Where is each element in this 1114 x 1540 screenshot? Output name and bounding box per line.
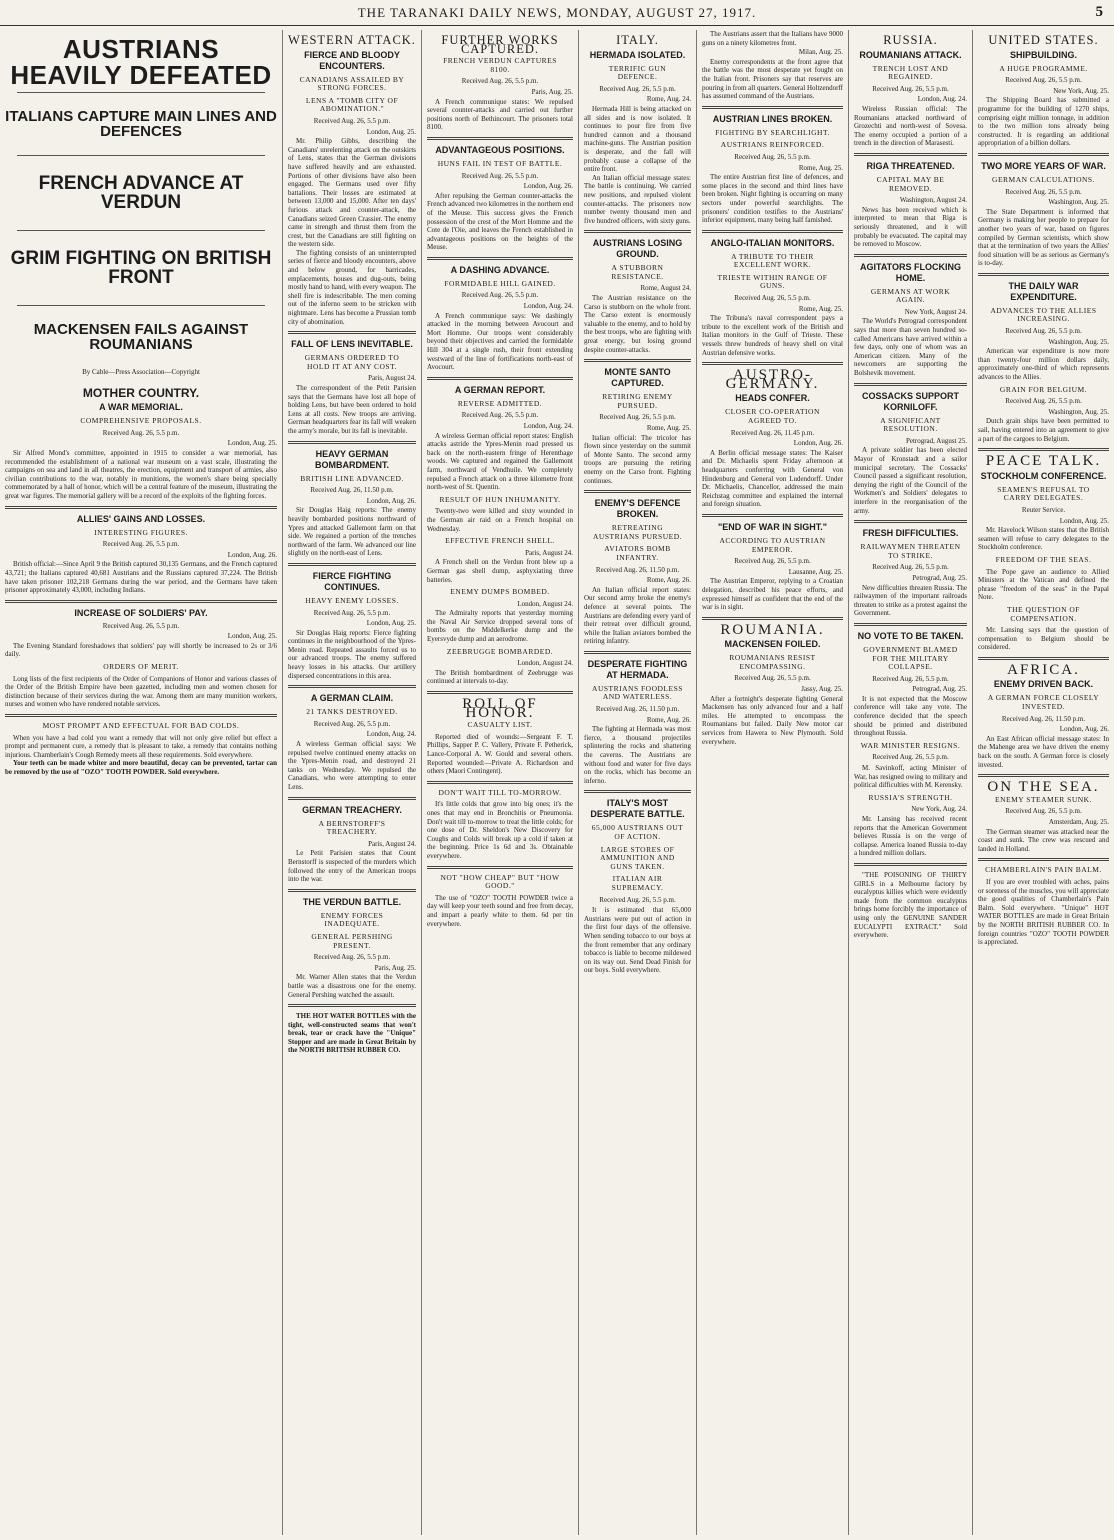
dateline: Washington, Aug. 25. [1048, 337, 1109, 346]
section-heading: RIGA THREATENED. [866, 160, 955, 171]
dateline: Paris, Aug. 25. [374, 963, 416, 972]
advert-heading: DON'T WAIT TILL TO-MORROW. [438, 787, 562, 797]
section-heading: FURTHER WORKS CAPTURED. [441, 33, 559, 56]
sub-heading: AUSTRIANS FOODLESS AND WATERLESS. [592, 683, 683, 702]
received-line: Received Aug. 26, 5.5 p.m. [1005, 327, 1082, 336]
dateline: Washington, Aug. 25. [1048, 198, 1109, 207]
dateline: Petrograd, August 25. [905, 436, 967, 445]
advert-body: Your teeth can be made whiter and more beautiful, decay can be prevented, tartar can be removed by the use of "OZO" TOOTH POWDER. Sold everywhere. [5, 759, 277, 776]
dateline: Rome, Aug. 25. [798, 163, 843, 172]
article-body: Enemy correspondents at the front agree that the battle was the most desperate yet fought on the Italian front. Prisoners say that reserves are pouring in from all quarters. General Holtzendorff has assumed command of the Austrians. [702, 57, 843, 101]
dateline: Rome, August 24. [640, 284, 691, 293]
sub-heading: RAILWAYMEN THREATEN TO STRIKE. [860, 542, 961, 560]
section-heading: RUSSIA. [883, 33, 938, 47]
section-heading: FALL OF LENS INEVITABLE. [291, 339, 413, 350]
dateline: London, August 24. [517, 659, 573, 668]
sub-heading: CANADIANS ASSAILED BY STRONG FORCES. [299, 74, 405, 93]
received-line: Received Aug. 26, 5.5 p.m. [461, 411, 539, 420]
sub-heading: FORMIDABLE HILL GAINED. [444, 278, 556, 288]
sub-heading: HUNS FAIL IN TEST OF BATTLE. [437, 158, 563, 168]
section-heading: ANGLO-ITALIAN MONITORS. [710, 237, 835, 248]
section-heading: ROLL OF HONOR. [462, 696, 538, 721]
article-body: Sir Alfred Mond's committee, appointed in 1915 to consider a war memorial, has recommended the establishment of a national war museum on a vast scale, illustrating the campaigns on sea and land in all theatres, the erection, equipment and transport of armies, also civilian contributions to the war, notably in munitions, the women's share being specially commemorated by a hall of honor, which will be a central feature of the museum, illustrating the great war figures. The memorial gallery will be a record of the exploits of the fighting forces. [5, 448, 277, 500]
byline: By Cable—Press Association—Copyright [82, 368, 200, 376]
received-line: Received Aug. 26, 5.5 p.m. [1005, 187, 1082, 196]
article-body: A French communique says: We dashingly attacked in the morning between Avocourt and Mort Homme. Our troops went considerably beyond their objectives and carried the formidable Hill 304 at a single rush, their front extending westward of the line of fortifications north-east of Avocourt. [427, 311, 573, 372]
article-body: A wireless German official says: We repulsed twelve continued enemy attacks on the Ypres-Menin road, and destroyed 21 tanks on Wednesday. We repulsed the Canadians, who were attempting to enter Lens. [288, 740, 416, 791]
article-body: The State Department is informed that Germany is making her people to prepare for another two years of war, based on figures compiled by German scientists, which show that at the termination of two years the Allies' food situation will be as serious as Germany's is to-day. [978, 207, 1109, 268]
dateline: London, Aug. 25. [366, 127, 416, 136]
sub-heading: HERMADA ISOLATED. [589, 49, 686, 60]
advert-body: If you are ever troubled with aches, pains or soreness of the muscles, you will appreciate the good qualities of Chamberlain's Pain Balm. Sold everywhere. "Unique" HOT WATER BOTTLES are made in Great Britain by the NORTH BRITISH RUBBER CO. In foreign countries "OZO" TOOTH POWDER is appreciated. [978, 877, 1109, 947]
section-heading: ROUMANIA. [720, 621, 825, 638]
dateline: Amsterdam, Aug. 25. [1048, 818, 1109, 826]
sub-heading: RETIRING ENEMY PURSUED. [602, 392, 673, 410]
dateline: Rome, Aug. 25. [646, 424, 691, 432]
section-heading: AUSTRIANS LOSING GROUND. [592, 238, 683, 260]
dateline: New York, August 24. [904, 307, 967, 316]
article-body: A wireless German official report states: English attacks astride the Ypres-Menin road pressed us back on the north-eastern fringe of Herenthage woods. We captured and regained the Gallemont farm, northward of Vendhuile. We completely repulsed a French attack on a three kilometre front north-west of St. Quentin. [427, 431, 573, 492]
dateline: New York, Aug. 25. [1053, 86, 1109, 95]
sub-heading: FIGHTING BY SEARCHLIGHT. [715, 127, 830, 137]
column-4 [579, 30, 697, 1535]
article-body: The Evening Standard foreshadows that soldiers' pay will shortly be increased to 2s or 3/6 daily. [5, 641, 277, 659]
sub-heading: HEADS CONFER. [735, 393, 810, 404]
article-body: Twenty-two were killed and sixty wounded in the German air raid on a French hospital on Wednesday. [427, 507, 573, 533]
dateline: London, Aug. 24. [523, 302, 573, 311]
sub-heading: AVIATORS BOMB INFANTRY. [604, 544, 671, 562]
sub-heading: STOCKHOLM CONFERENCE. [980, 470, 1107, 481]
dateline: London, Aug. 26. [523, 182, 573, 191]
article-body: News has been received which is interpreted to mean that Riga is seriously threatened, and it will probably be evacuated. The capital may be removed to Moscow. [854, 205, 967, 249]
sub-heading: A WAR MEMORIAL. [99, 402, 183, 413]
article-body: Dutch grain ships have been permitted to sail, having entered into an agreement to give a part of the cargoes to Belgium. [978, 417, 1109, 443]
received-line: Received Aug. 26, 5.5 p.m. [102, 540, 180, 549]
received-line: Received Aug. 26, 5.5 p.m. [872, 84, 949, 93]
section-heading: NO VOTE TO BE TAKEN. [857, 630, 964, 641]
sub-heading: GRAIN FOR BELGIUM. [999, 384, 1088, 394]
dateline: Paris, August 24. [368, 839, 416, 848]
received-line: Received Aug. 26, 11.50 p.m. [595, 565, 680, 574]
headline-british-front: GRIM FIGHTING ON BRITISH FRONT [10, 248, 272, 288]
sub-heading: A BERNSTORFF'S TREACHERY. [318, 818, 386, 837]
article-body: Wireless Russian official: The Roumanians attacked northward of Grozechti and north-west of Sovesa. The enemy occupied a portion of a trench in the direction of Marasesti. [854, 104, 967, 148]
article-body: A French shell on the Verdun front blew up a German gas shell dump, asphyxiating three batteries. [427, 558, 573, 584]
dateline: London, Aug. 25. [227, 439, 277, 448]
sub-heading: A TRIBUTE TO THEIR EXCELLENT WORK. [731, 251, 814, 270]
sub-heading: FIERCE AND BLOODY ENCOUNTERS. [304, 49, 400, 71]
article-body: The Austrian resistance on the Carso is stubborn on the whole front. The Carso extent is enormously valuable to the enemy, and to hold by the best troops, who are fighting with great energy, but losing ground despite counter-attacks. [584, 294, 691, 354]
sub-heading: GENERAL PERSHING PRESENT. [311, 931, 393, 950]
section-heading: WESTERN ATTACK. [288, 33, 416, 47]
article-body: Mr. Lansing says that the question of compensation to Belgium should be considered. [978, 626, 1109, 652]
received-line: Received Aug. 26, 5.5 p.m. [313, 608, 391, 617]
advert-heading: CHAMBERLAIN'S PAIN BALM. [985, 865, 1102, 875]
article-body: Mr. Lansing has received recent reports that the American Government believes Russia is on the verge of collapse. America loaned Russia to-day a hundred million dollars. [854, 815, 967, 858]
advert-heading: MOST PROMPT AND EFFECTUAL FOR BAD COLDS. [42, 721, 240, 731]
article-body: An Italian official report states: Our second army broke the enemy's defence at several points. The Austrians are defending every yard of their retreat over difficult ground, while the Italian aviators bombed the retiring infantry. [584, 585, 691, 646]
section-heading: ENEMY'S DEFENCE BROKEN. [594, 498, 681, 520]
advert-body: "THE POISONING OF THIRTY GIRLS in a Melbourne factory by eucalyptus killies which were evidently made from the common eucalyptus brings home forcibly the importance of using only the GENUINE SANDER EUCALYPTI EXTRACT." Sold everywhere. [854, 870, 967, 940]
sub-heading: RUSSIA'S STRENGTH. [868, 792, 953, 802]
section-heading: A GERMAN CLAIM. [310, 693, 394, 704]
sub-heading: A HUGE PROGRAMME. [999, 63, 1088, 73]
dateline: Petrograd, Aug. 25. [912, 685, 967, 694]
advert-body: When you have a bad cold you want a remedy that will not only give relief but effect a prompt and permanent cure, a remedy that is pleasant to take, a remedy that contains nothing injurious. Chamberlain's Cough Remedy meets all these requirements. Sold everywhere. [5, 733, 277, 759]
article-body: The World's Petrograd correspondent says that more than seven hundred so-called Americans have arrived within a few days, only one of whom was an American citizen. Many of the newcomers are supporting the Bolshevik movement. [854, 317, 967, 378]
section-heading: A DASHING ADVANCE. [450, 264, 550, 275]
sub-heading: HEAVY ENEMY LOSSES. [305, 595, 399, 605]
section-heading: ALLIES' GAINS AND LOSSES. [76, 513, 206, 524]
sub-heading: CASUALTY LIST. [467, 720, 533, 730]
advert-heading: NOT "HOW CHEAP" BUT "HOW GOOD." [440, 872, 560, 891]
section-heading: AGITATORS FLOCKING HOME. [860, 261, 961, 283]
section-heading: FRESH DIFFICULTIES. [862, 528, 959, 539]
article-body: The Austrians assert that the Italians have 9000 guns on a ninety kilometres front. [702, 30, 843, 47]
section-heading: MOTHER COUNTRY. [82, 385, 200, 400]
article-body: A French communique states: We repulsed several counter-attacks and carried out further positions north of Bethincourt. The prisoners total 8100. [427, 97, 573, 132]
dateline: Milan, Aug. 25. [798, 48, 843, 57]
article-body: A private soldier has been elected Mayor of Kronstadt and a sailor municipal secretary. The Cossacks' Council passed a significant resolution, denying the right of the Council of the Workmen's and Soldiers' delegates to interfere in the reorganisation of the army. [854, 446, 967, 515]
column-6 [849, 30, 973, 1535]
article-body: British official:—Since April 9 the British captured 30,135 Germans, and the French captured 43,721; the Italians captured 40,681 Austrians and the Russians captured 37,224. The British have taken prisoner 102,218 Germans during the war period, and the Germans have taken prisoner approximately 43,000, including Indians. [5, 560, 277, 595]
sub-heading: TERRIFIC GUN DEFENCE. [608, 63, 667, 82]
sub-heading: 21 TANKS DESTROYED. [306, 707, 398, 717]
received-line: Received Aug. 26, 5.5 p.m. [872, 753, 949, 762]
article-body: The German steamer was attacked near the coast and sunk. The crew was rescued and landed in Holland. [978, 827, 1109, 853]
dateline: London, Aug. 25. [366, 619, 416, 628]
dateline: London, Aug. 25. [227, 632, 277, 641]
sub-heading: INTERESTING FIGURES. [94, 527, 188, 537]
column-3 [422, 30, 579, 1535]
article-body: After a fortnight's desperate fighting General Mackensen has only advanced four and a half miles. He attempted to encompass the Roumanians but failed. Daily New motor car services from Hawera to New Plymouth. Sold everywhere. [702, 694, 843, 746]
sub-heading: RESULT OF HUN INHUMANITY. [439, 494, 561, 504]
received-line: Received Aug. 26, 5.5 p.m. [313, 719, 391, 728]
column-1 [0, 30, 283, 1535]
dateline: Rome, Aug. 26. [646, 715, 691, 724]
received-line: Received Aug. 26, 5.5 p.m. [1005, 397, 1082, 406]
dateline: Paris, August 24. [368, 374, 416, 383]
received-line: Received Aug. 26, 5.5 p.m. [461, 171, 539, 180]
received-line: Received Aug. 26, 5.5 p.m. [313, 116, 391, 125]
main-headline: AUSTRIANS HEAVILY DEFEATED [10, 34, 272, 90]
section-heading: DESPERATE FIGHTING AT HERMADA. [587, 658, 688, 680]
dateline: London, Aug. 26. [793, 439, 843, 448]
article-body: The entire Austrian first line of defences, and some places in the second and third lines have been broken. Night fighting is occurring on many sectors under powerful searchlights. The prisoners' condition testifies to the Austrians' inferior equipment, many being half famished. [702, 173, 843, 225]
masthead-title: THE TARANAKI DAILY NEWS, MONDAY, AUGUST 27, 1917. [357, 4, 757, 20]
dateline: Paris, August 24. [525, 548, 573, 557]
section-heading: GERMAN TREACHERY. [302, 804, 402, 815]
article-body: Mr. Philip Gibbs, describing the Canadians' unrelenting attack on the outskirts of Lens, states that the German divisions have suffered heavily and are exhausted. Portions of other divisions have also been engaged. The Germans used over fifty battalions. Their losses are estimated at between 13,000 and 15,000. After ten days' furious attack and counter-attack, the Canadians seized Green Crassier. The enemy came in strength and thrust them from the crest, but the Canadians are still fighting on the western side. [288, 137, 416, 249]
advert-body: The use of "OZO" TOOTH POWDER twice a day will keep your teeth sound and free from decay, and impart a pearly white to them. 6d per tin everywhere. [427, 893, 573, 928]
sub-heading: TRENCH LOST AND REGAINED. [872, 63, 949, 82]
article-body: Sir Douglas Haig reports: The enemy heavily bombarded positions northward of Ypres and attacked Gallemont farm on that side. We regained a portion of the trenches northward of the farm. We advanced our line slightly on the north-east of Lens. [288, 506, 416, 558]
dateline: Lausanne, Aug. 25. [788, 567, 843, 576]
sub-heading: ROUMANIANS ATTACK. [859, 49, 962, 60]
section-heading: HEAVY GERMAN BOMBARDMENT. [315, 448, 389, 470]
sub-heading: ZEEBRUGGE BOMBARDED. [446, 646, 554, 656]
sub-heading: GERMAN CALCULATIONS. [992, 174, 1095, 184]
column-7 [973, 30, 1114, 1535]
dateline: Washington, August 24. [899, 196, 967, 205]
sub-heading: ADVANCES TO THE ALLIES INCREASING. [990, 305, 1097, 324]
received-line: Received Aug. 26, 5.5 p.m. [734, 557, 811, 566]
page-number: 5 [1095, 4, 1104, 20]
received-line: Received Aug. 26, 5.5 p.m. [102, 621, 180, 630]
sub-heading: SHIPBUILDING. [1009, 49, 1077, 60]
sub-heading: ACCORDING TO AUSTRIAN EMPEROR. [719, 535, 826, 554]
received-line: Received Aug. 26, 5.5 p.m. [1005, 807, 1082, 816]
sub-heading: THE QUESTION OF COMPENSATION. [1007, 604, 1080, 623]
section-heading: A GERMAN REPORT. [454, 384, 546, 395]
received-line: Received Aug. 26, 11.50 p.m. [1001, 714, 1086, 723]
article-body: Long lists of the first recipients of the Order of Companions of Honor and various classes of the Order of the British Empire have been gazetted, including men and women chosen for distinction because of their services during the war. Among them are many munition workers, nurses and women who have rendered notable services. [5, 674, 277, 709]
article-body: Mr. Warner Allen states that the Verdun battle was a disastrous one for the enemy. General Pershing watched the assault. [288, 973, 416, 999]
dateline: London, Aug. 24. [917, 95, 967, 104]
article-body: M. Savinkoff, acting Minister of War, has resigned owing to military and political difficulties with M. Kerensky. [854, 764, 967, 790]
received-line: Received Aug. 26, 11.45 p.m. [730, 428, 815, 437]
column-5 [697, 30, 849, 1535]
sub-heading: LENS A "TOMB CITY OF ABOMINATION." [305, 95, 399, 114]
section-heading: INCREASE OF SOLDIERS' PAY. [74, 607, 208, 618]
sub-heading: BRITISH LINE ADVANCED. [300, 473, 404, 483]
article-body: Mr. Havelock Wilson states that the British seamen will refuse to carry delegates to the Stockholm conference. [978, 526, 1109, 552]
dateline: Washington, Aug. 25. [1048, 407, 1109, 416]
section-heading: PEACE TALK. [985, 453, 1102, 470]
article-body: A Berlin official message states: The Kaiser and Dr. Michaelis spent Friday afternoon at headquarters conferring with General von Hindenburg and General von Ludendorff. Under Dr. Michaelis, Chancellor, addressed the main Reichstag committee and explained the internal and foreign situation. [702, 448, 843, 509]
dateline: New York, Aug. 24. [911, 805, 967, 814]
sub-heading: MACKENSEN FOILED. [724, 639, 821, 650]
sub-heading: 65,000 AUSTRIANS OUT OF ACTION. [591, 823, 684, 841]
article-body: The Austrian Emperor, replying to a Croatian delegation, described his peace efforts, and expressed himself as confident that the end of the war is in sight. [702, 577, 843, 612]
sub-heading: ORDERS OF MERIT. [103, 662, 179, 672]
dateline: London, Aug. 26. [227, 550, 277, 559]
sub-heading: CLOSER CO-OPERATION AGREED TO. [725, 407, 820, 425]
article-body: The correspondent of the Petit Parisien says that the Germans have lost all hope of holding Lens, but have been ordered to hold Lens at all costs. New troops are arriving. German headquarters fear its fall will weaken the army's morale, but its fall is inevitable. [288, 384, 416, 435]
advert-body: It's little colds that grow into big ones; it's the ones that may end in Bronchitis or Pneumonia. Don't wait till to-morrow to treat the little colds; for one dose of Dr. Sheldon's New Discovery for Coughs and Colds will break up a cold if taken at the beginning. Price 1s 6d and 3s. Obtainable everywhere. [427, 800, 573, 860]
headline-italians: ITALIANS CAPTURE MAIN LINES AND DEFENCES [5, 108, 277, 140]
received-line: Received Aug. 26, 5.5 p.m. [734, 152, 811, 161]
section-heading: FIERCE FIGHTING CONTINUES. [312, 570, 392, 592]
article-body: The British bombardment of Zeebrugge was continued at intervals to-day. [427, 668, 573, 686]
sub-heading: ENEMY DUMPS BOMBED. [450, 587, 550, 597]
received-line: Received Aug. 26, 5.5 p.m. [1005, 76, 1082, 85]
dateline: Petrograd, Aug. 25. [912, 573, 967, 582]
sub-heading: A SIGNIFICANT RESOLUTION. [880, 415, 941, 434]
received-line: Received Aug. 26, 5.5 p.m. [734, 294, 811, 303]
received-line: Received Aug. 26, 5.5 p.m. [313, 953, 391, 962]
article-body: Reported died of wounds:—Sergeant F. T. Phillips, Sapper P. C. Vallery, Private F. Petherick, Lance-Corporal A. W. Gould and several others. Reported wounded:—Private A. Richardson and others (Maori Contingent). [427, 732, 573, 776]
sub-heading: A STUBBORN RESISTANCE. [611, 263, 664, 281]
sub-heading: REVERSE ADMITTED. [457, 398, 543, 408]
dateline: London, Aug. 26. [366, 496, 416, 505]
sub-heading: LARGE STORES OF AMMUNITION AND GUNS TAKEN. [600, 844, 675, 871]
dateline: London, Aug. 25. [1059, 516, 1109, 525]
received-line: Received Aug. 26, 5.5 p.m. [872, 674, 949, 683]
article-body: Le Petit Parisien states that Count Bernstorff is suspected of the murders which followed the entry of the American troops into the war. [288, 849, 416, 884]
section-heading: AUSTRIAN LINES BROKEN. [712, 113, 833, 124]
received-line: Received Aug. 26, 5.5 p.m. [599, 84, 676, 93]
article-body: Hermada Hill is being attacked on all sides and is now isolated. It continues to pour fire from five hundred cannon and a thousand machine-guns. The Austrian position is desperate, and the fall will probably cause a collapse of the entire front. [584, 104, 691, 174]
section-heading: ITALY'S MOST DESPERATE BATTLE. [590, 798, 685, 820]
sub-heading: GOVERNMENT BLAMED FOR THE MILITARY COLLAPSE. [863, 644, 958, 672]
section-heading: AFRICA. [1007, 661, 1080, 678]
dateline: Rome, Aug. 24. [646, 95, 691, 104]
received-line: Received Aug. 26, 5.5 p.m. [599, 895, 676, 904]
sub-heading: CAPITAL MAY BE REMOVED. [876, 174, 945, 193]
sub-heading: TRIESTE WITHIN RANGE OF GUNS. [717, 272, 828, 291]
article-body: The Shipping Board has submitted a programme for the building of 1270 ships, comprising eight million tonnage, in addition to the two million tons already being constructed. It is regarding an additional appropriation of a billion dollars. [978, 96, 1109, 148]
section-heading: ON THE SEA. [987, 779, 1100, 796]
received-line: Received Aug. 26, 5.5 p.m. [872, 563, 949, 572]
sub-heading: GERMANS ORDERED TO HOLD IT AT ANY COST. [304, 353, 400, 371]
dateline: London, Aug. 24. [366, 730, 416, 739]
article-body: Italian official: The tricolor has flown since yesterday on the summit of Monte Santo. The second army troops are pursuing the retiring enemy on the Carso front. Fighting continues. [584, 433, 691, 485]
dateline: Rome, Aug. 26. [646, 576, 691, 585]
sub-heading: WAR MINISTER RESIGNS. [860, 740, 961, 750]
article-body: It is estimated that 65,000 Austrians were put out of action in the first four days of the offensive. When sending tobacco to our boys at the front remember that any ordinary tobacco is liable to become mildewed on its way out. Send Dead Finish for our boys. Sold everywhere. [584, 906, 691, 975]
section-heading: COSSACKS SUPPORT KORNILOFF. [861, 390, 959, 412]
masthead [0, 0, 1114, 26]
sub-heading: AUSTRIANS REINFORCED. [720, 140, 825, 150]
sub-heading: EFFECTIVE FRENCH SHELL. [445, 536, 555, 546]
dateline: London, August 24. [517, 599, 573, 608]
sub-heading: ENEMY DRIVEN BACK. [993, 679, 1094, 690]
dateline: Paris, Aug. 25. [531, 87, 573, 96]
article-body: It is not expected that the Moscow conference will take any vote. The conference decided that the speech should be printed and distributed throughout Russia. [854, 694, 967, 738]
article-body: The Tribuna's naval correspondent pays a tribute to the excellent work of the British and Italian monitors in the Gulf of Trieste. These vessels threw hundreds of heavy shell on vital Austrian defensive works. [702, 314, 843, 357]
section-heading: THE VERDUN BATTLE. [302, 896, 402, 907]
dateline: Rome, Aug. 25. [798, 304, 843, 313]
sub-heading: A GERMAN FORCE CLOSELY INVESTED. [987, 693, 1100, 712]
section-heading: TWO MORE YEARS OF WAR. [981, 160, 1106, 171]
received-line: Reuter Service. [1021, 505, 1066, 514]
article-body: An Italian official message states: The battle is continuing. We carried new positions, and repulsed violent counter-attacks. The prisoners now number twenty thousand men and five hundred officers, with sixty guns. [584, 173, 691, 225]
headline-verdun: FRENCH ADVANCE AT VERDUN [38, 173, 244, 213]
article-body: American war expenditure is now more than twenty-four million dollars daily, approximately one-third of which represents advances to the Allies. [978, 347, 1109, 382]
sub-heading: RETREATING AUSTRIANS PURSUED. [592, 523, 682, 541]
received-line: Received Aug. 26, 11.50 p.m. [310, 486, 394, 495]
section-heading: AUSTRO-GERMANY. [725, 367, 820, 392]
section-heading: ADVANTAGEOUS POSITIONS. [435, 144, 565, 155]
sub-heading: FREEDOM OF THE SEAS. [995, 554, 1092, 564]
article-body: The Pope gave an audience to Allied Ministers at the Vatican and defined the phrase "freedom of the seas" in the Papal Note. [978, 567, 1109, 602]
sub-heading: GERMANS AT WORK AGAIN. [870, 286, 951, 305]
received-line: Received Aug. 26, 5.5 p.m. [734, 674, 811, 683]
sub-heading: SEAMEN'S REFUSAL TO CARRY DELEGATES. [997, 484, 1090, 503]
article-body: The Admiralty reports that yesterday morning the Naval Air Service dropped several tons of bombs on the Middelkerke dump and the Eyersvyde dump and an aerodrome. [427, 609, 573, 644]
article-body: The fighting at Hermada was most fierce, a thousand projectiles splintering the rocks and shattering the caverns. The Austrians are without food and water for five days on the rocks, which has become an inferno. [584, 725, 691, 785]
sub-heading: ITALIAN AIR SUPREMACY. [611, 874, 664, 892]
sub-heading: FRENCH VERDUN CAPTURES 8100. [443, 56, 557, 74]
section-heading: THE DAILY WAR EXPENDITURE. [1008, 280, 1079, 302]
sub-heading: ENEMY STEAMER SUNK. [995, 794, 1092, 804]
dateline: London, Aug. 26. [1059, 725, 1109, 734]
advert-body: THE HOT WATER BOTTLES with the tight, well-constructed seams that won't break, tear or crack have the "Unique" Stopper and are made in Great Britain by the NORTH BRITISH RUBBER CO. [288, 1012, 416, 1055]
article-body: Sir Douglas Haig reports: Fierce fighting continues in the neighbourhood of the Ypres-Menin road. Repeated assaults forced us to our advanced troops. The enemy suffered heavy losses in his attacks. Our artillery dispersed concentrations in this area. [288, 628, 416, 680]
section-heading: "END OF WAR IN SIGHT." [717, 521, 828, 532]
article-body: After repulsing the German counter-attacks the French advanced two kilometres in the northern end of the Meuse. This success gives the French possession of the crest of the Mort Homme and the Cote de l'Oie, and leaves the French established in advantageous positions on the heights of the Meuse. [427, 191, 573, 252]
sub-heading: ROUMANIANS RESIST ENCOMPASSING. [729, 653, 816, 671]
received-line: Received Aug. 26, 11.50 p.m. [595, 705, 680, 714]
dateline: London, Aug. 24. [523, 422, 573, 430]
section-heading: ITALY. [616, 33, 659, 47]
article-body: The fighting consists of an uninterrupted series of fierce and bloody encounters, above and below ground, for barricades, emplacements, houses and dug-outs, being mostly hand to hand, with every weapon. The shell fire is indescribable. The men coming out of the inferno seem to be stricken with nightmare. Lens has become a Prussian tomb city of abomination. [288, 248, 416, 326]
received-line: Received Aug. 26, 5.5 p.m. [461, 77, 539, 86]
section-heading: MONTE SANTO CAPTURED. [604, 367, 671, 389]
received-line: Received Aug. 26, 5.5 p.m. [102, 428, 180, 437]
column-2 [283, 30, 422, 1535]
received-line: Received Aug. 26, 5.5 p.m. [461, 291, 539, 300]
article-body: New difficulties threaten Russia. The railwaymen of the important railroads threaten to strike as a protest against the Government. [854, 583, 967, 618]
sub-heading: ENEMY FORCES INADEQUATE. [320, 910, 384, 929]
received-line: Received Aug. 26, 5.5 p.m. [599, 413, 676, 422]
headline-mackensen: MACKENSEN FAILS AGAINST ROUMANIANS [33, 321, 249, 353]
article-body: An East African official message states: In the Mahenge area we have driven the enemy back on the south. A German force is closely invested. [978, 734, 1109, 769]
sub-heading: COMPREHENSIVE PROPOSALS. [80, 416, 202, 426]
dateline: Jassy, Aug. 25. [801, 685, 843, 694]
section-heading: UNITED STATES. [988, 33, 1099, 47]
